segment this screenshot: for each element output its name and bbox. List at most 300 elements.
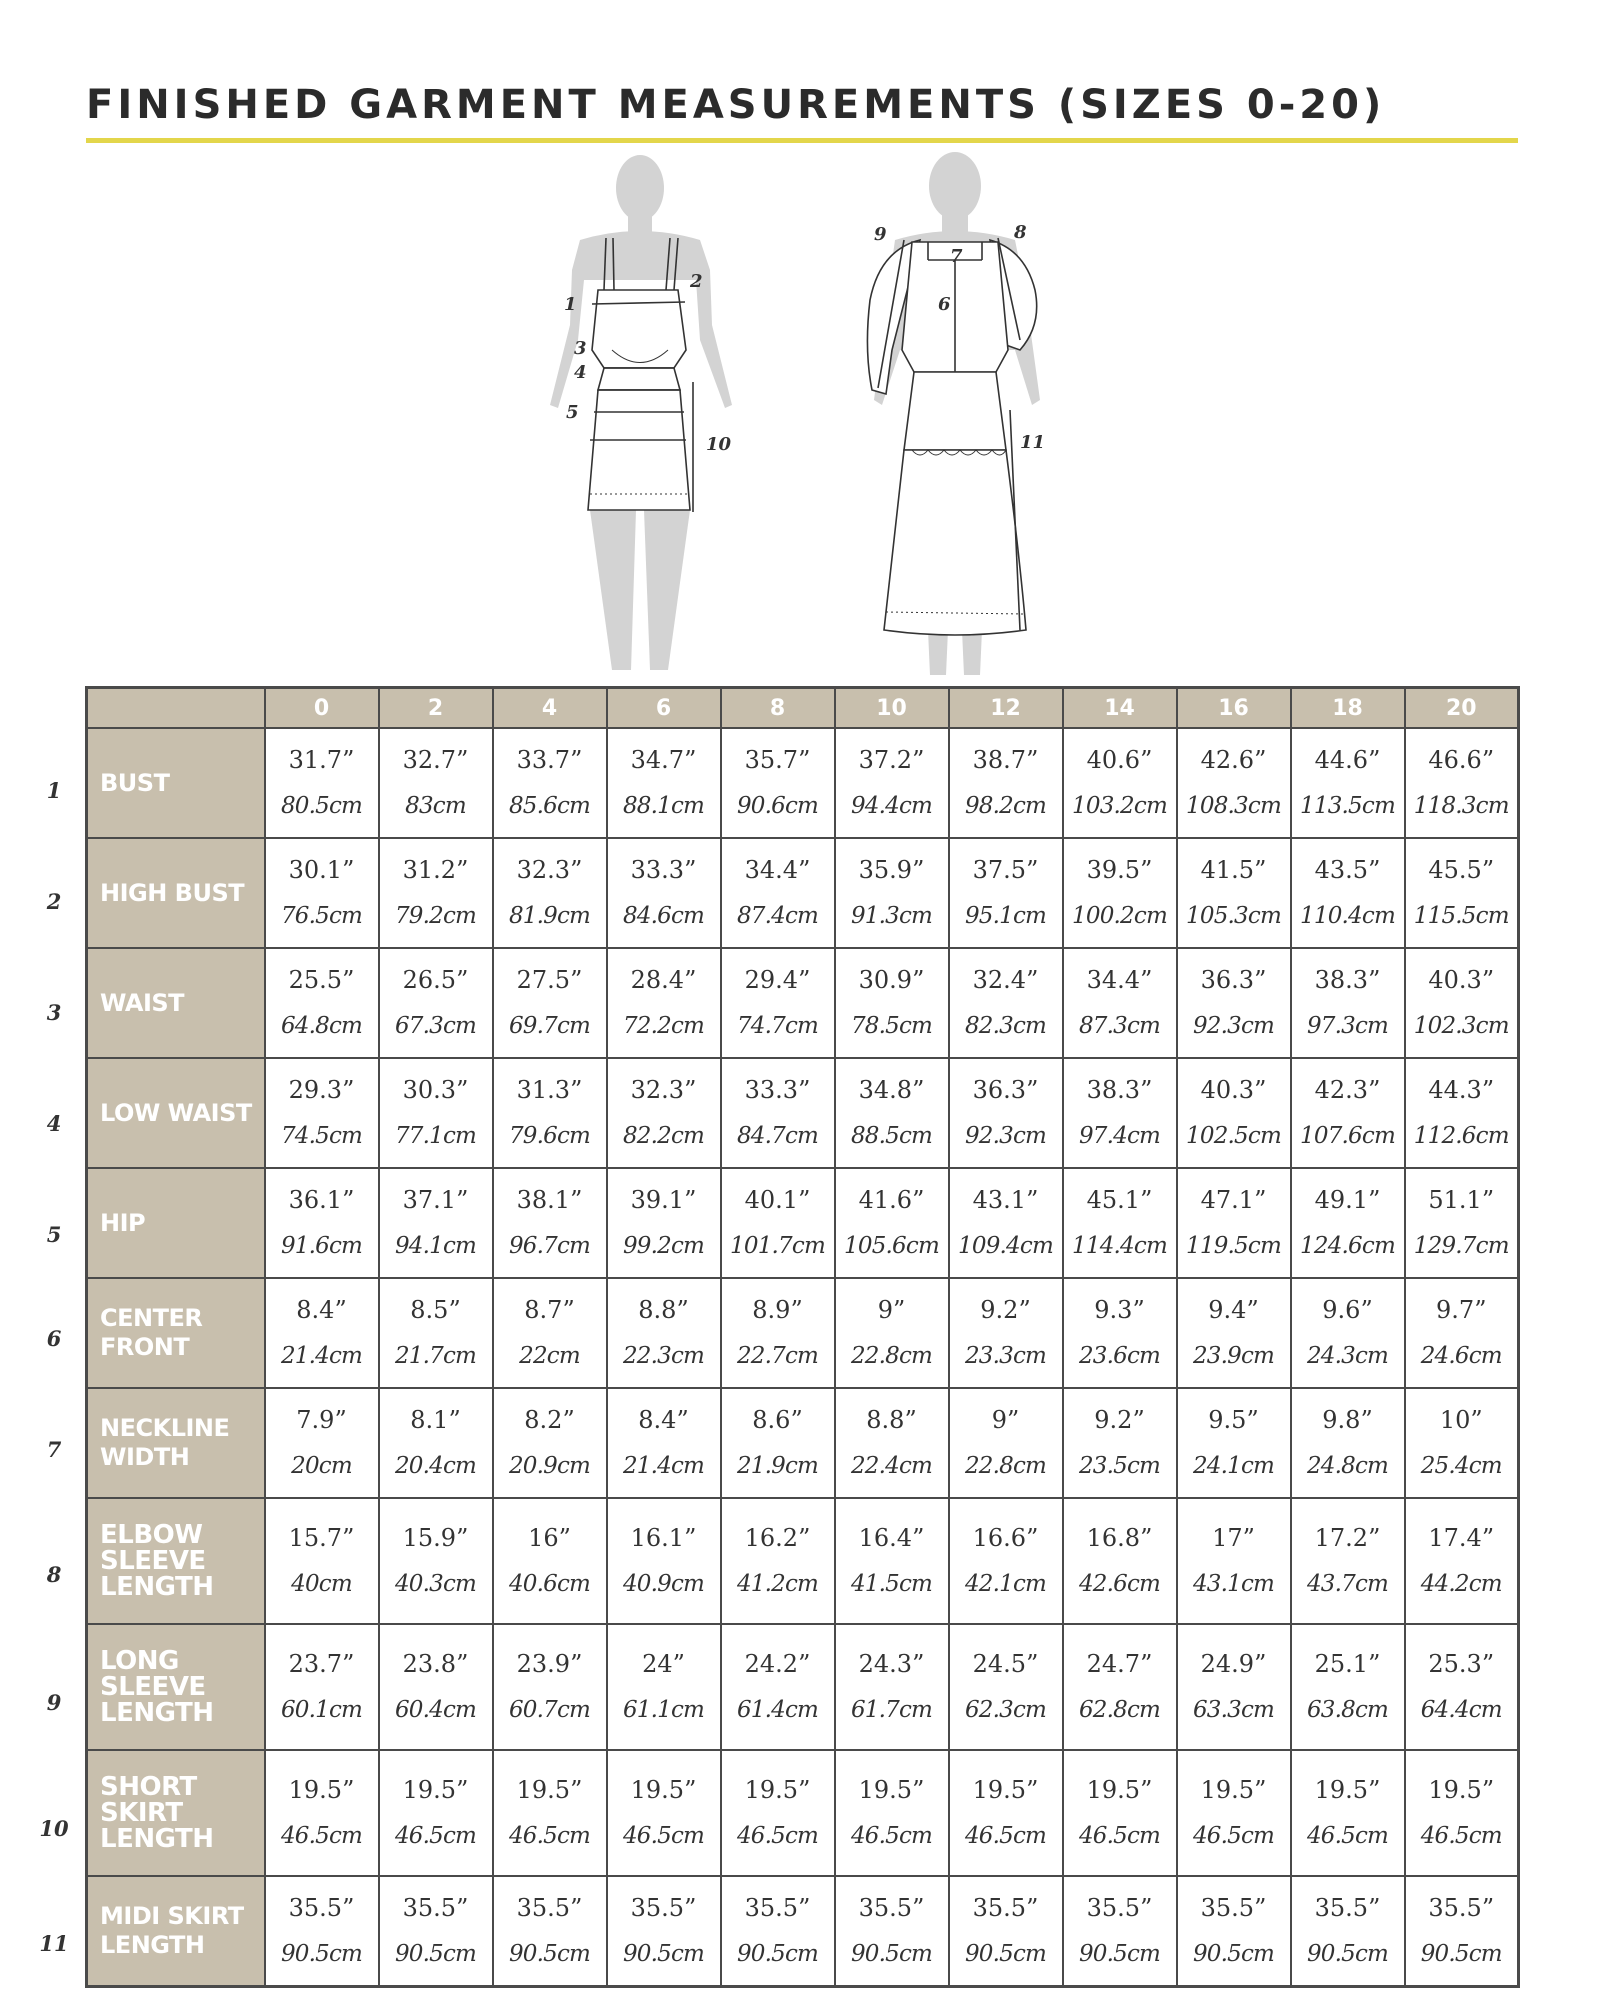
cm-value: 90.5cm [1306,1940,1389,1967]
measurement-cell [1177,1278,1291,1388]
cm-value: 115.5cm [1413,903,1509,929]
measurement-cell [265,1058,379,1168]
inch-value: 19.5” [972,1776,1039,1804]
cm-value: 24.3cm [1306,1343,1389,1369]
inch-value: 40.3” [1428,966,1495,994]
measurement-cell [949,1278,1063,1388]
inch-value: 16.2” [744,1524,811,1552]
size-header: 14 [1063,688,1177,729]
inch-value: 27.5” [516,966,583,994]
cm-value: 92.3cm [1192,1013,1275,1039]
measurement-cell [949,1750,1063,1876]
cm-value: 97.3cm [1306,1013,1389,1039]
row-number: 8 [46,1562,62,1587]
measurement-cell [607,948,721,1058]
inch-value: 24.7” [1086,1650,1153,1678]
inch-value: 17” [1212,1524,1255,1552]
cm-value: 94.1cm [394,1233,477,1259]
cm-value: 22cm [519,1343,580,1369]
inch-value: 35.5” [1314,1893,1381,1922]
measurement-cell [1063,1168,1177,1278]
table-header [87,688,1519,729]
inch-value: 35.5” [1086,1893,1153,1922]
inch-value: 23.9” [516,1650,583,1678]
inch-value: 35.5” [516,1893,583,1922]
inch-value: 19.5” [630,1776,697,1804]
inch-value: 24.3” [858,1650,925,1678]
inch-value: 35.5” [972,1893,1039,1922]
measurement-cell [1063,838,1177,948]
inch-value: 33.7” [516,746,583,774]
inch-value: 31.2” [402,856,469,884]
inch-value: 19.5” [1314,1776,1381,1804]
cm-value: 90.5cm [394,1940,477,1967]
inch-value: 47.1” [1200,1186,1267,1214]
size-header-row [87,688,1519,729]
cm-value: 46.5cm [508,1823,591,1849]
measurement-cell [265,838,379,948]
cm-value: 80.5cm [280,793,363,819]
cm-value: 43.7cm [1306,1571,1389,1597]
size-header: 0 [265,688,379,729]
measurement-cell [835,1168,949,1278]
measurement-cell [607,1750,721,1876]
cm-value: 20cm [291,1453,352,1479]
size-header: 16 [1177,688,1291,729]
cm-value: 82.2cm [622,1123,705,1149]
cm-value: 84.7cm [736,1123,819,1149]
inch-value: 49.1” [1314,1186,1381,1214]
table-row [87,1624,1519,1750]
measurement-cell [949,948,1063,1058]
measurement-label: NECKLINE WIDTH [87,1388,265,1498]
measurement-cell [721,1058,835,1168]
cm-value: 46.5cm [850,1823,933,1849]
table-row [87,1278,1519,1388]
inch-value: 8.4” [638,1406,689,1434]
table-row [87,728,1519,838]
measurement-cell [949,838,1063,948]
measurement-cell [607,1278,721,1388]
cm-value: 60.7cm [508,1697,591,1723]
measurement-cell [1405,948,1519,1058]
measurement-cell [607,728,721,838]
size-header: 10 [835,688,949,729]
row-number: 10 [39,1816,69,1841]
measurement-cell [721,1388,835,1498]
measurement-cell [721,1750,835,1876]
cm-value: 107.6cm [1300,1123,1395,1149]
inch-value: 34.4” [744,856,811,884]
measurement-cell [721,1624,835,1750]
cm-value: 40.9cm [622,1571,705,1597]
inch-value: 33.3” [744,1076,811,1104]
measurement-cell [949,1876,1063,1986]
inch-value: 45.5” [1428,856,1495,884]
cm-value: 20.4cm [394,1453,477,1479]
measurement-cell [1177,1876,1291,1986]
cm-value: 98.2cm [964,793,1047,819]
cm-value: 22.8cm [850,1343,933,1369]
inch-value: 40.1” [744,1186,811,1214]
cm-value: 77.1cm [394,1123,477,1149]
measurement-cell [493,948,607,1058]
cm-value: 90.5cm [964,1940,1047,1967]
measurement-cell [949,728,1063,838]
inch-value: 15.9” [402,1524,469,1552]
measurement-cell [835,1876,949,1986]
inch-value: 38.3” [1314,966,1381,994]
cm-value: 22.7cm [736,1343,819,1369]
measurement-cell [379,728,493,838]
cm-value: 100.2cm [1072,903,1167,929]
inch-value: 35.5” [1428,1893,1495,1922]
cm-value: 79.6cm [508,1123,591,1149]
measurement-cell [379,948,493,1058]
cm-value: 41.5cm [850,1571,933,1597]
inch-value: 19.5” [516,1776,583,1804]
cm-value: 83cm [405,793,466,819]
measurement-cell [493,1388,607,1498]
figure-label-5: 5 [566,402,579,423]
cm-value: 21.9cm [736,1453,819,1479]
measurement-cell [1291,1498,1405,1624]
row-number: 2 [46,889,62,914]
cm-value: 79.2cm [394,903,477,929]
inch-value: 19.5” [288,1776,355,1804]
cm-value: 61.1cm [622,1697,705,1723]
measurement-cell [1063,948,1177,1058]
inch-value: 19.5” [1200,1776,1267,1804]
inch-value: 31.7” [288,746,355,774]
cm-value: 119.5cm [1186,1233,1281,1259]
cm-value: 109.4cm [958,1233,1053,1259]
inch-value: 8.2” [524,1406,575,1434]
inch-value: 36.3” [1200,966,1267,994]
cm-value: 22.3cm [622,1343,705,1369]
cm-value: 24.6cm [1420,1343,1502,1369]
inch-value: 32.3” [630,1076,697,1104]
title-underline [86,138,1518,143]
cm-value: 64.4cm [1420,1697,1502,1723]
cm-value: 85.6cm [508,793,591,819]
cm-value: 23.6cm [1078,1343,1161,1369]
measurement-label: WAIST [87,948,265,1058]
measurement-label: LOW WAIST [87,1058,265,1168]
cm-value: 42.1cm [964,1571,1047,1597]
cm-value: 78.5cm [850,1013,933,1039]
inch-value: 33.3” [630,856,697,884]
inch-value: 8.4” [296,1296,347,1324]
cm-value: 76.5cm [280,903,363,929]
measurement-label: ELBOW SLEEVE LENGTH [87,1498,265,1624]
cm-value: 61.4cm [736,1697,819,1723]
inch-value: 35.7” [744,746,811,774]
inch-value: 9.3” [1094,1296,1145,1324]
measurement-cell [493,1058,607,1168]
figure-label-8: 8 [1014,222,1027,243]
cm-value: 101.7cm [730,1233,825,1259]
row-number: 6 [46,1326,62,1351]
measurement-label: CENTER FRONT [87,1278,265,1388]
cm-value: 91.6cm [280,1233,363,1259]
cm-value: 63.3cm [1192,1697,1275,1723]
cm-value: 46.5cm [1078,1823,1161,1849]
measurement-cell [607,1876,721,1986]
inch-value: 44.3” [1428,1076,1495,1104]
measurement-cell [1177,838,1291,948]
inch-value: 32.3” [516,856,583,884]
cm-value: 108.3cm [1186,793,1281,819]
cm-value: 20.9cm [508,1453,591,1479]
cm-value: 99.2cm [622,1233,705,1259]
cm-value: 46.5cm [394,1823,477,1849]
measurement-cell [379,1498,493,1624]
measurement-cell [949,1498,1063,1624]
midi-dress-figure [867,152,1045,675]
table-row [87,1498,1519,1624]
measurement-cell [379,1388,493,1498]
inch-value: 29.3” [288,1076,355,1104]
measurement-cell [379,1168,493,1278]
inch-value: 30.1” [288,856,355,884]
measurement-cell [835,1278,949,1388]
cm-value: 102.3cm [1413,1013,1509,1039]
measurement-cell [1063,1750,1177,1876]
cm-value: 46.5cm [1420,1823,1502,1849]
measurement-cell [1177,1750,1291,1876]
cm-value: 88.1cm [622,793,705,819]
cm-value: 91.3cm [850,903,933,929]
inch-value: 38.1” [516,1186,583,1214]
measurement-cell [1291,948,1405,1058]
measurement-cell [265,948,379,1058]
row-number: 3 [46,1000,62,1025]
cm-value: 44.2cm [1420,1571,1502,1597]
row-number: 4 [46,1111,62,1136]
measurement-cell [949,1168,1063,1278]
measurement-cell [721,838,835,948]
inch-value: 24” [642,1650,685,1678]
measurement-cell [1177,1168,1291,1278]
inch-value: 9.2” [980,1296,1031,1324]
measurement-label: BUST [87,728,265,838]
table-row [87,1750,1519,1876]
garment-illustrations [500,150,1120,680]
table-row [87,1876,1519,1986]
inch-value: 8.8” [866,1406,917,1434]
cm-value: 23.9cm [1192,1343,1275,1369]
cm-value: 46.5cm [622,1823,705,1849]
measurement-cell [1177,1388,1291,1498]
cm-value: 23.3cm [964,1343,1047,1369]
measurement-cell [721,1168,835,1278]
figure-label-2: 2 [690,271,703,292]
cm-value: 74.7cm [736,1013,819,1039]
measurement-cell [949,1058,1063,1168]
table-row [87,1388,1519,1498]
cm-value: 124.6cm [1300,1233,1395,1259]
measurement-cell [493,1876,607,1986]
figure-label-7: 7 [950,246,963,267]
measurement-cell [1405,1058,1519,1168]
figure-label-6: 6 [938,294,951,315]
measurement-cell [1291,728,1405,838]
row-number: 7 [46,1437,62,1462]
row-number: 9 [46,1690,62,1715]
cm-value: 114.4cm [1072,1233,1167,1259]
measurement-cell [1405,728,1519,838]
inch-value: 8.6” [752,1406,803,1434]
cm-value: 96.7cm [508,1233,591,1259]
cm-value: 24.8cm [1306,1453,1389,1479]
measurement-cell [607,1498,721,1624]
inch-value: 51.1” [1428,1186,1495,1214]
measurement-label: HIP [87,1168,265,1278]
inch-value: 34.7” [630,746,697,774]
figure-label-4: 4 [574,362,587,383]
measurement-cell [493,728,607,838]
cm-value: 60.1cm [280,1697,363,1723]
measurement-cell [1291,1624,1405,1750]
inch-value: 42.6” [1200,746,1267,774]
cm-value: 61.7cm [850,1697,933,1723]
row-number: 11 [39,1931,69,1956]
size-header: 12 [949,688,1063,729]
measurement-cell [949,1624,1063,1750]
inch-value: 24.5” [972,1650,1039,1678]
measurement-cell [1405,1750,1519,1876]
inch-value: 35.5” [744,1893,811,1922]
cm-value: 90.5cm [1078,1940,1161,1967]
measurements-table [85,686,1520,1988]
inch-value: 8.8” [638,1296,689,1324]
measurement-cell [1177,948,1291,1058]
inch-value: 16.8” [1086,1524,1153,1552]
cm-value: 40.6cm [508,1571,591,1597]
measurement-cell [1177,1058,1291,1168]
inch-value: 43.1” [972,1186,1039,1214]
cm-value: 105.3cm [1186,903,1281,929]
measurement-cell [1291,1750,1405,1876]
measurement-cell [379,1058,493,1168]
measurement-cell [1063,1388,1177,1498]
mini-dress-figure [550,155,732,670]
cm-value: 40cm [291,1571,352,1597]
cm-value: 22.8cm [964,1453,1047,1479]
measurement-cell [607,1388,721,1498]
measurement-cell [493,1278,607,1388]
cm-value: 25.4cm [1420,1453,1502,1479]
inch-value: 39.5” [1086,856,1153,884]
inch-value: 19.5” [402,1776,469,1804]
measurement-cell [607,838,721,948]
cm-value: 46.5cm [964,1823,1047,1849]
cm-value: 112.6cm [1413,1123,1509,1149]
cm-value: 60.4cm [394,1697,477,1723]
measurement-cell [1177,728,1291,838]
cm-value: 90.5cm [736,1940,819,1967]
cm-value: 92.3cm [964,1123,1047,1149]
cm-value: 46.5cm [1192,1823,1275,1849]
size-header: 2 [379,688,493,729]
table-row [87,1058,1519,1168]
measurement-cell [493,1750,607,1876]
cm-value: 90.5cm [508,1940,591,1967]
inch-value: 28.4” [630,966,697,994]
table-row [87,1168,1519,1278]
measurement-cell [379,1624,493,1750]
cm-value: 87.4cm [736,903,819,929]
cm-value: 22.4cm [850,1453,933,1479]
inch-value: 42.3” [1314,1076,1381,1104]
cm-value: 69.7cm [508,1013,591,1039]
measurement-cell [379,1876,493,1986]
measurement-cell [1177,1498,1291,1624]
measurement-cell [1063,1876,1177,1986]
measurement-cell [265,1750,379,1876]
inch-value: 8.5” [410,1296,461,1324]
measurement-cell [835,948,949,1058]
inch-value: 32.7” [402,746,469,774]
measurement-cell [493,1498,607,1624]
measurement-cell [265,1388,379,1498]
size-header: 6 [607,688,721,729]
measurement-cell [721,1278,835,1388]
inch-value: 44.6” [1314,746,1381,774]
inch-value: 9.6” [1322,1296,1373,1324]
measurement-cell [265,1278,379,1388]
measurement-label: MIDI SKIRT LENGTH [87,1876,265,1986]
inch-value: 40.3” [1200,1076,1267,1104]
measurement-cell [835,1058,949,1168]
inch-value: 35.5” [858,1893,925,1922]
figure-label-11: 11 [1020,432,1046,453]
cm-value: 46.5cm [736,1823,819,1849]
cm-value: 90.5cm [1192,1940,1275,1967]
inch-value: 23.7” [288,1650,355,1678]
inch-value: 37.1” [402,1186,469,1214]
measurement-cell [265,728,379,838]
inch-value: 32.4” [972,966,1039,994]
measurement-cell [265,1876,379,1986]
inch-value: 24.2” [744,1650,811,1678]
cm-value: 24.1cm [1192,1453,1275,1479]
cm-value: 90.6cm [736,793,819,819]
inch-value: 9.2” [1094,1406,1145,1434]
inch-value: 40.6” [1086,746,1153,774]
cm-value: 94.4cm [850,793,933,819]
size-header: 18 [1291,688,1405,729]
page-title: FINISHED GARMENT MEASUREMENTS (SIZES 0-20) [86,82,1386,128]
inch-value: 38.7” [972,746,1039,774]
figure-label-3: 3 [574,338,587,359]
cm-value: 129.7cm [1413,1233,1509,1259]
inch-value: 34.8” [858,1076,925,1104]
inch-value: 41.5” [1200,856,1267,884]
inch-value: 37.2” [858,746,925,774]
measurement-cell [835,1388,949,1498]
cm-value: 110.4cm [1300,903,1395,929]
cm-value: 102.5cm [1186,1123,1281,1149]
measurement-cell [721,728,835,838]
inch-value: 29.4” [744,966,811,994]
measurement-cell [835,1498,949,1624]
inch-value: 16.1” [630,1524,697,1552]
measurement-cell [379,1750,493,1876]
inch-value: 16.6” [972,1524,1039,1552]
measurement-cell [1291,1278,1405,1388]
